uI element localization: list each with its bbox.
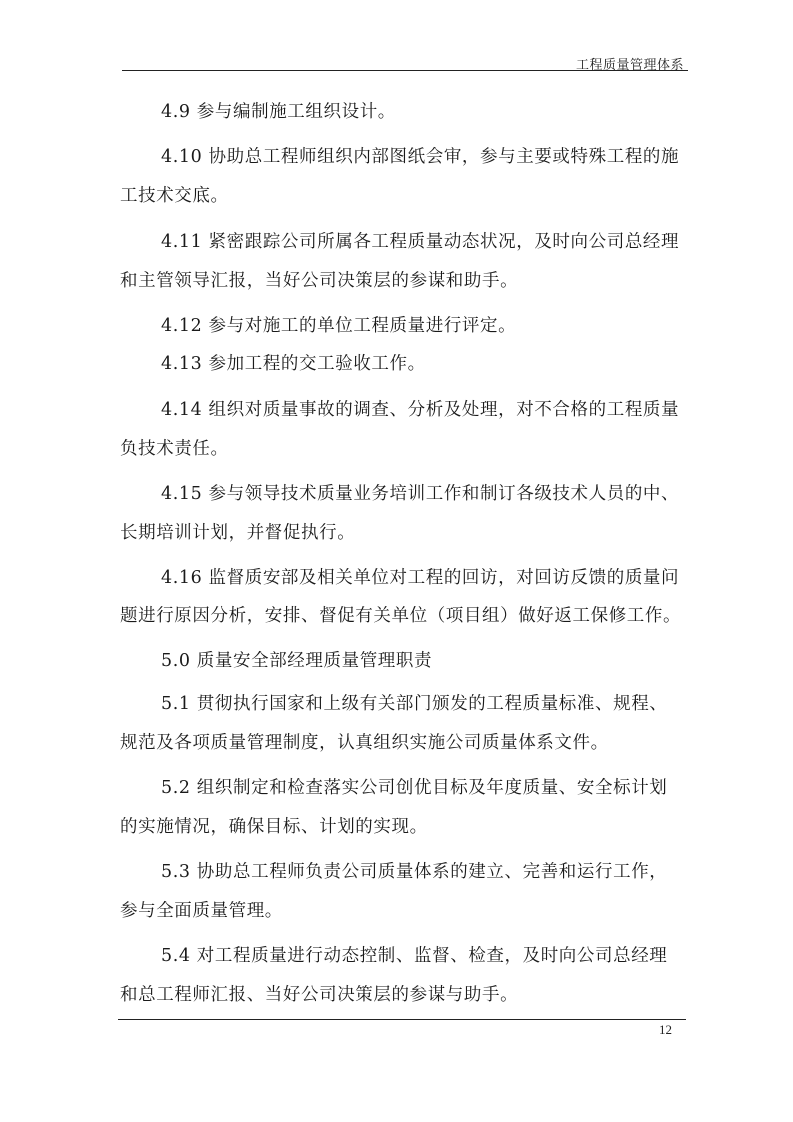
text-line: 4.14 组织对质量事故的调查、分析及处理，对不合格的工程质量 <box>161 400 680 420</box>
footer-rule <box>118 1019 686 1020</box>
text-line: 和总工程师汇报、当好公司决策层的参谋与助手。 <box>120 985 519 1005</box>
text-line: 4.9 参与编制施工组织设计。 <box>161 102 396 122</box>
text-line: 的实施情况，确保目标、计划的实现。 <box>120 817 428 837</box>
text-line: 5.2 组织制定和检查落实公司创优目标及年度质量、安全标计划 <box>161 778 668 798</box>
text-line: 4.13 参加工程的交工验收工作。 <box>161 354 426 374</box>
header-rule <box>122 70 688 71</box>
text-line: 5.3 协助总工程师负责公司质量体系的建立、完善和运行工作， <box>161 862 668 882</box>
text-line: 工技术交底。 <box>120 186 229 206</box>
text-line: 4.12 参与对施工的单位工程质量进行评定。 <box>161 316 517 336</box>
header-title: 工程质量管理体系 <box>575 58 684 73</box>
text-line: 4.11 紧密跟踪公司所属各工程质量动态状况，及时向公司总经理 <box>161 232 680 252</box>
page-number: 12 <box>659 1022 672 1037</box>
text-line: 4.10 协助总工程师组织内部图纸会审，参与主要或特殊工程的施 <box>161 147 680 167</box>
text-line: 负技术责任。 <box>120 439 229 459</box>
text-line: 4.15 参与领导技术质量业务培训工作和制订各级技术人员的中、 <box>161 484 680 504</box>
text-line: 规范及各项质量管理制度，认真组织实施公司质量体系文件。 <box>120 733 609 753</box>
text-line: 5.4 对工程质量进行动态控制、监督、检查，及时向公司总经理 <box>161 946 668 966</box>
text-line: 5.1 贯彻执行国家和上级有关部门颁发的工程质量标准、规程、 <box>161 694 668 714</box>
text-line: 4.16 监督质安部及相关单位对工程的回访，对回访反馈的质量问 <box>161 568 680 588</box>
text-line: 和主管领导汇报，当好公司决策层的参谋和助手。 <box>120 271 519 291</box>
text-line: 参与全面质量管理。 <box>120 901 283 921</box>
text-line: 题进行原因分析，安排、督促有关单位（项目组）做好返工保修工作。 <box>120 606 682 626</box>
text-line: 长期培训计划，并督促执行。 <box>120 523 356 543</box>
section-heading: 5.0 质量安全部经理质量管理职责 <box>161 651 433 671</box>
